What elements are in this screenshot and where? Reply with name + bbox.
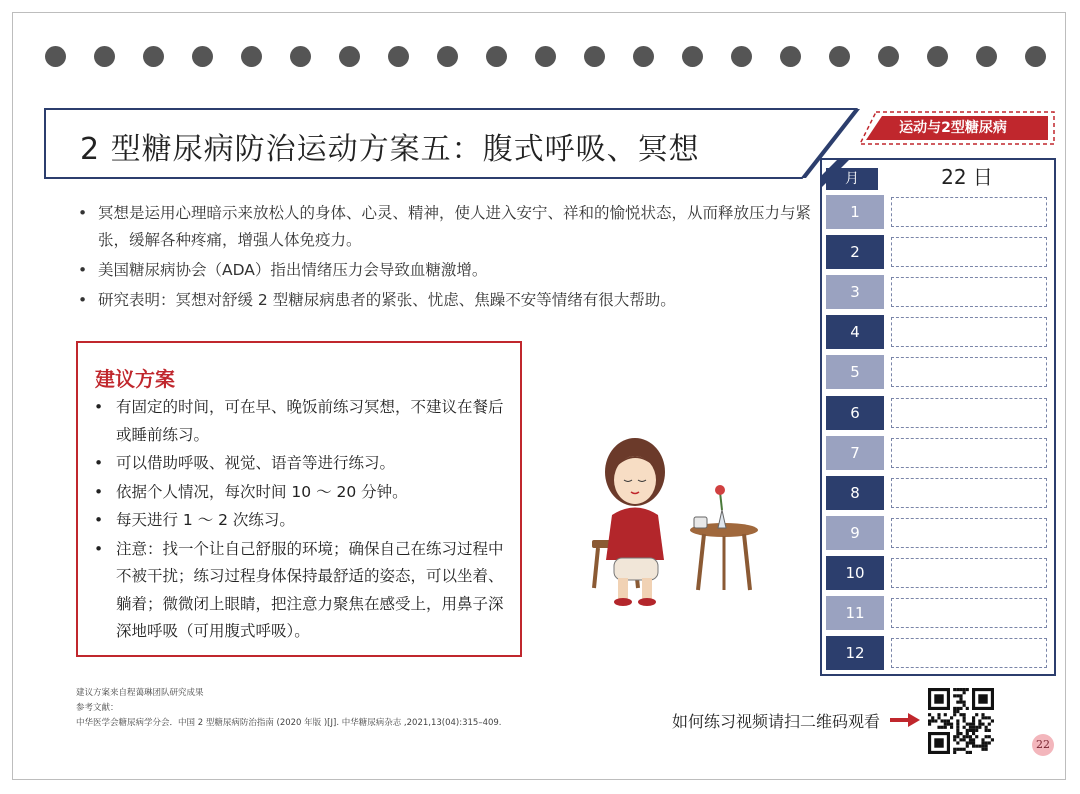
binder-hole — [45, 46, 66, 67]
calendar-entry-cell[interactable] — [891, 277, 1047, 307]
intro-item: • 研究表明：冥想对舒缓 2 型糖尿病患者的紧张、忧虑、焦躁不安等情绪有很大帮助。 — [76, 287, 816, 314]
calendar-row-number: 3 — [826, 275, 884, 309]
title-banner — [44, 108, 854, 178]
recommendation-item: • 有固定的时间，可在早、晚饭前练习冥想，不建议在餐后或睡前练习。 — [92, 394, 512, 449]
binder-hole — [192, 46, 213, 67]
calendar-header — [826, 162, 1048, 192]
calendar-row-number: 10 — [826, 556, 884, 590]
recommendation-item: • 依据个人情况，每次时间 10 ～ 20 分钟。 — [92, 479, 512, 507]
binder-hole — [339, 46, 360, 67]
day-label: 22 日 — [941, 165, 993, 189]
binder-hole — [780, 46, 801, 67]
calendar-entry-cell[interactable] — [891, 398, 1047, 428]
references — [76, 686, 502, 731]
recommendation-item: • 每天进行 1 ～ 2 次练习。 — [92, 507, 512, 535]
binder-hole — [682, 46, 703, 67]
calendar-entry-cell[interactable] — [891, 558, 1047, 588]
month-label: 月 — [826, 168, 878, 190]
binder-hole — [584, 46, 605, 67]
page-number: 22 — [1032, 734, 1054, 756]
page-title: 2 型糖尿病防治运动方案五：腹式呼吸、冥想 — [80, 132, 700, 167]
arrow-right-icon — [890, 713, 920, 727]
woman-meditating-icon — [580, 420, 780, 620]
recommendation-item: • 可以借助呼吸、视觉、语音等进行练习。 — [92, 450, 512, 478]
binder-hole — [878, 46, 899, 67]
calendar-row-number: 6 — [826, 396, 884, 430]
recommendation-box — [76, 341, 522, 657]
calendar-row — [826, 275, 1048, 309]
calendar-row — [826, 596, 1048, 630]
recommendation-title: 建议方案 — [95, 367, 175, 391]
calendar-row-number: 7 — [826, 436, 884, 470]
calendar-row — [826, 436, 1048, 470]
calendar-entry-cell[interactable] — [891, 357, 1047, 387]
calendar-row-number: 11 — [826, 596, 884, 630]
binder-hole — [535, 46, 556, 67]
intro-item: • 冥想是运用心理暗示来放松人的身体、心灵、精神，使人进入安宁、祥和的愉悦状态，从而释放压力与紧张，缓解各种疼痛，增强人体免疫力。 — [76, 200, 816, 254]
calendar-row — [826, 516, 1048, 550]
calendar-row — [826, 315, 1048, 349]
recommendation-item: • 注意：找一个让自己舒服的环境；确保自己在练习过程中不被干扰；练习过程身体保持最舒适的姿态，可以坐着、躺着；微微闭上眼睛，把注意力聚焦在感受上，用鼻子深深地呼吸（可用腹式呼吸）。 — [92, 536, 512, 646]
calendar-row-number: 4 — [826, 315, 884, 349]
reference-source: 建议方案来自程蔼琳团队研究成果 — [76, 688, 204, 698]
calendar-entry-cell[interactable] — [891, 197, 1047, 227]
calendar-entry-cell[interactable] — [891, 638, 1047, 668]
binder-hole — [1025, 46, 1046, 67]
calendar-row — [826, 396, 1048, 430]
binder-hole — [486, 46, 507, 67]
calendar-entry-cell[interactable] — [891, 317, 1047, 347]
calendar-row-number: 9 — [826, 516, 884, 550]
section-tag-label: 运动与2型糖尿病 — [899, 120, 1007, 136]
calendar-row — [826, 195, 1048, 229]
calendar-entry-cell[interactable] — [891, 518, 1047, 548]
calendar-row — [826, 355, 1048, 389]
meditation-illustration — [580, 420, 780, 620]
binder-hole — [241, 46, 262, 67]
recommendation-list — [92, 394, 512, 647]
binder-hole — [927, 46, 948, 67]
binder-hole — [829, 46, 850, 67]
section-tag — [858, 108, 1056, 148]
binder-hole — [290, 46, 311, 67]
calendar-row-number: 12 — [826, 636, 884, 670]
calendar-entry-cell[interactable] — [891, 478, 1047, 508]
binder-holes — [45, 46, 1055, 70]
calendar-row — [826, 235, 1048, 269]
calendar-entry-cell[interactable] — [891, 598, 1047, 628]
calendar-entry-cell[interactable] — [891, 438, 1047, 468]
calendar-entry-cell[interactable] — [891, 237, 1047, 267]
calendar-row-number: 1 — [826, 195, 884, 229]
binder-hole — [143, 46, 164, 67]
binder-hole — [94, 46, 115, 67]
calendar-row — [826, 476, 1048, 510]
binder-hole — [731, 46, 752, 67]
reference-citation: 中华医学会糖尿病学分会．中国 2 型糖尿病防治指南 (2020 年版 )[J]. 中华糖尿病杂志 ,2021,13(04):315–409. — [76, 718, 502, 728]
binder-hole — [633, 46, 654, 67]
binder-hole — [437, 46, 458, 67]
binder-hole — [976, 46, 997, 67]
binder-hole — [388, 46, 409, 67]
practice-calendar — [820, 158, 1056, 676]
calendar-row-number: 5 — [826, 355, 884, 389]
calendar-row — [826, 636, 1048, 670]
qr-hint: 如何练习视频请扫二维码观看 — [672, 712, 881, 731]
calendar-row-number: 2 — [826, 235, 884, 269]
intro-item: • 美国糖尿病协会（ADA）指出情绪压力会导致血糖激增。 — [76, 257, 816, 284]
calendar-row-number: 8 — [826, 476, 884, 510]
reference-heading: 参考文献： — [76, 703, 119, 713]
intro-list — [76, 200, 816, 317]
calendar-row — [826, 556, 1048, 590]
qr-code-icon[interactable] — [928, 688, 994, 754]
